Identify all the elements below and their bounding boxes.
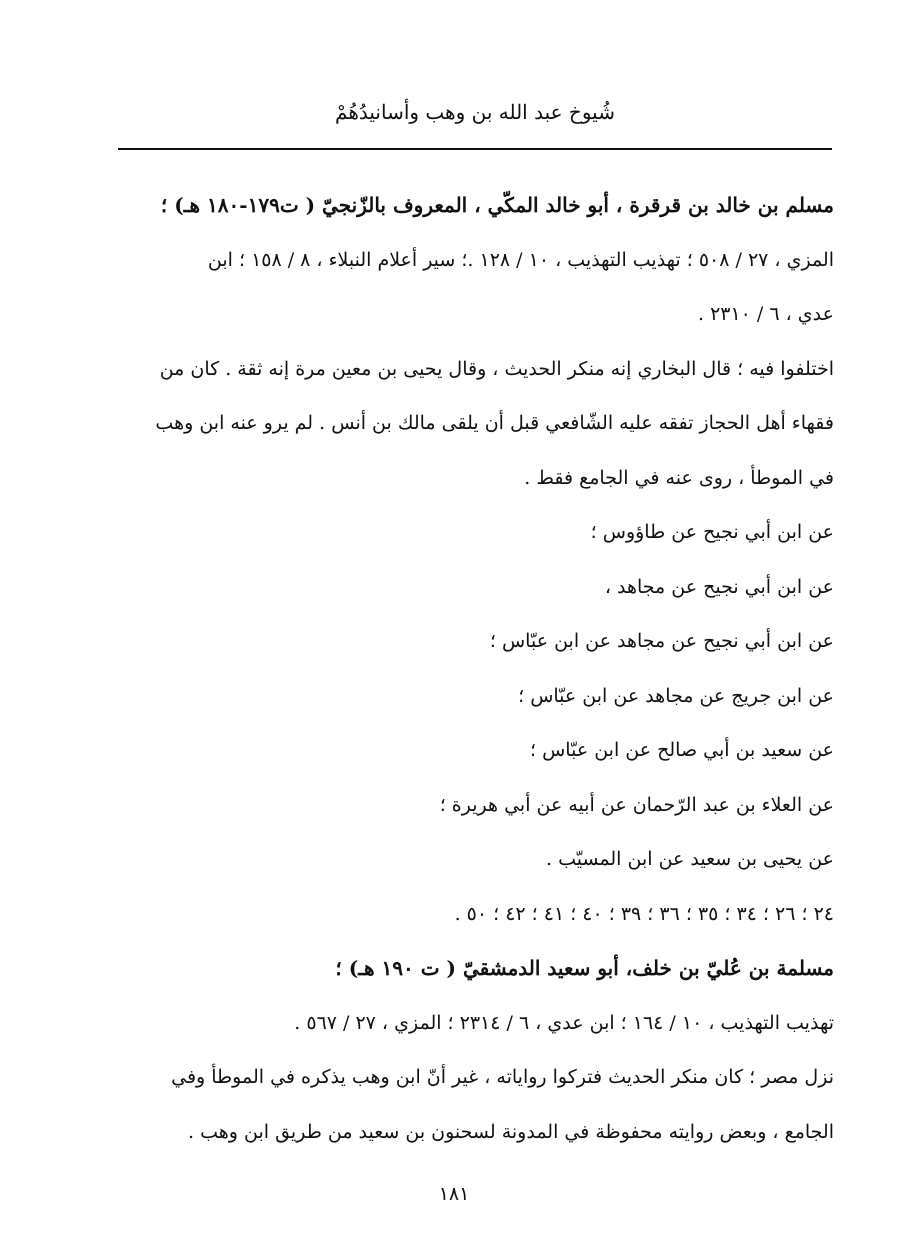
isnad-line: عن يحيى بن سعيد عن ابن المسيّب .	[545, 848, 834, 870]
isnad-line: عن ابن أبي نجيح عن مجاهد ،	[604, 575, 834, 598]
isnad-line: عن سعيد بن أبي صالح عن ابن عبّاس ؛	[530, 739, 834, 761]
text-body	[100, 178, 834, 1159]
text-line: فقهاء أهل الحجاز تفقه عليه الشّافعي قبل أن يلقى مالك بن أنس . لم يرو عنه ابن وهب	[155, 412, 834, 434]
isnad-line: عن ابن جريج عن مجاهد عن ابن عبّاس ؛	[518, 684, 834, 707]
entry-heading-maslama: مسلمة بن عُليّ بن خلف، أبو سعيد الدمشقيّ ( ت ١٩٠ هـ) ؛	[335, 956, 834, 980]
text-line: نزل مصر ؛ كان منكر الحديث فتركوا رواياته ، غير أنّ ابن وهب يذكره في الموطأ وفي	[171, 1066, 834, 1088]
running-header: شُيوخ عبد الله بن وهب وأسانيدُهُمْ	[335, 100, 615, 124]
text-line: اختلفوا فيه ؛ قال البخاري إنه منكر الحديث ، وقال يحيى بن معين مرة إنه ثقة . كان من	[159, 357, 834, 380]
header-rule	[118, 148, 832, 150]
text-line: عدي ، ٦ / ٢٣١٠ .	[697, 303, 834, 325]
reference-numbers-line: ٢٤ ؛ ٢٦ ؛ ٣٤ ؛ ٣٥ ؛ ٣٦ ؛ ٣٩ ؛ ٤٠ ؛ ٤١ ؛ ٤٢ ؛ ٥٠ .	[454, 902, 834, 925]
isnad-line: عن العلاء بن عبد الرّحمان عن أبيه عن أبي هريرة ؛	[439, 793, 834, 816]
entry-heading-muslim: مسلم بن خالد بن قرقرة ، أبو خالد المكّي ، المعروف بالزّنجيّ ( ت١٧٩-١٨٠ هـ) ؛	[160, 193, 834, 217]
text-line: في الموطأ ، روى عنه في الجامع فقط .	[524, 466, 834, 489]
page-number: ١٨١	[438, 1183, 470, 1205]
text-line: المزي ، ٢٧ / ٥٠٨ ؛ تهذيب التهذيب ، ١٠ / ١٢٨ .؛ سير أعلام النبلاء ، ٨ / ١٥٨ ؛ ابن	[207, 248, 834, 271]
isnad-line: عن ابن أبي نجيح عن مجاهد عن ابن عبّاس ؛	[489, 630, 834, 652]
isnad-line: عن ابن أبي نجيح عن طاؤوس ؛	[590, 521, 834, 543]
text-line: الجامع ، وبعض روايته محفوظة في المدونة لسحنون بن سعيد من طريق ابن وهب .	[188, 1120, 834, 1143]
text-line: تهذيب التهذيب ، ١٠ / ١٦٤ ؛ ابن عدي ، ٦ / ٢٣١٤ ؛ المزي ، ٢٧ / ٥٦٧ .	[294, 1011, 834, 1034]
